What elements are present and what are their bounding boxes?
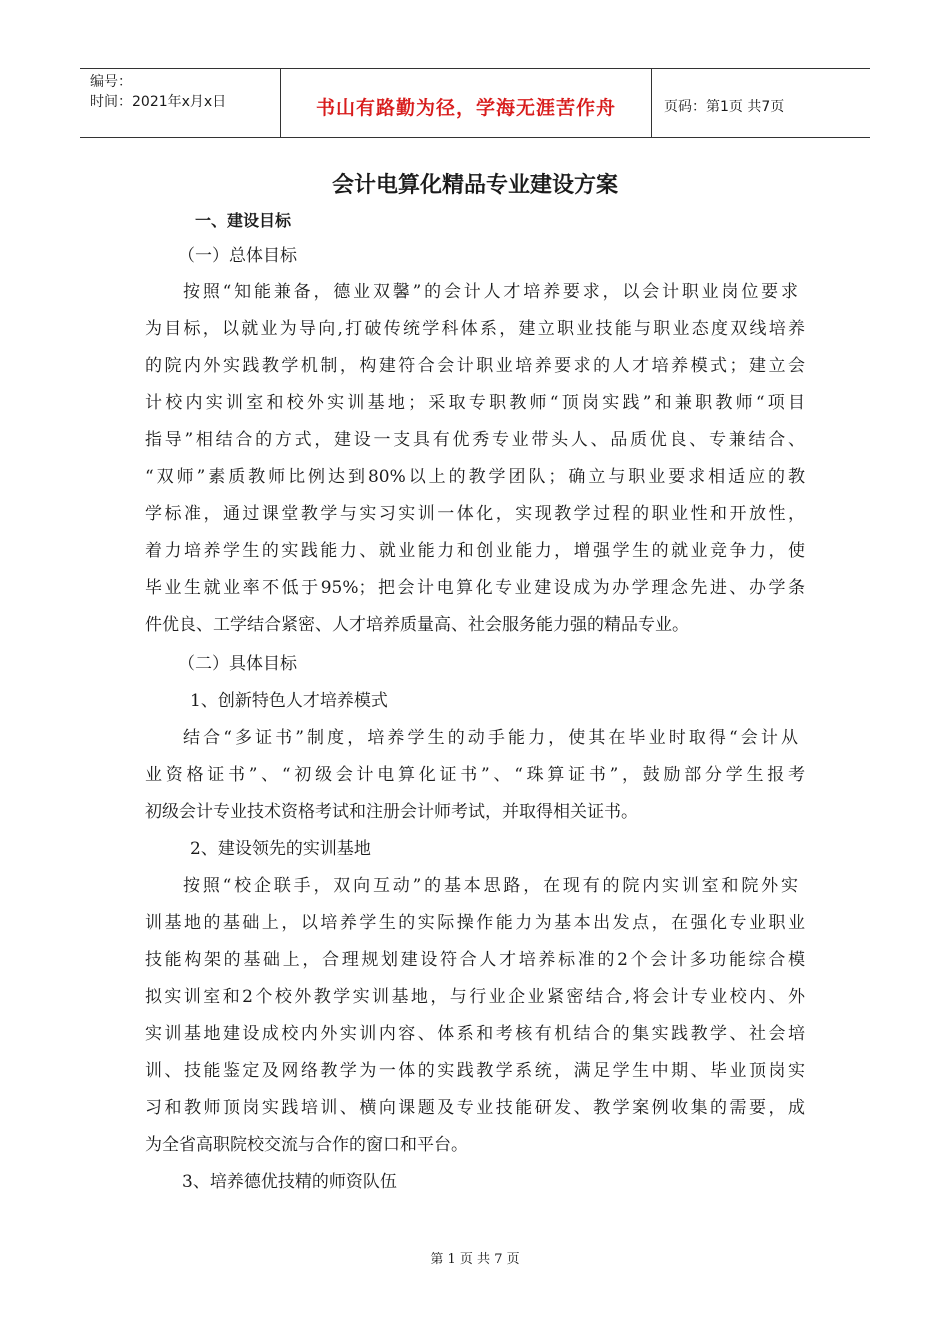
paragraph-line: 为目标，以就业为导向,打破传统学科体系，建立职业技能与职业态度双线培养 <box>145 319 805 339</box>
paragraph-line: 着力培养学生的实践能力、就业能力和创业能力，增强学生的就业竞争力，使 <box>145 541 805 561</box>
paragraph-line: 训基地的基础上，以培养学生的实际操作能力为基本出发点，在强化专业职业 <box>145 913 805 933</box>
subsection-heading: （二）具体目标 <box>178 654 297 674</box>
header-motto: 书山有路勤为径，学海无涯苦作舟 <box>280 69 652 137</box>
paragraph-line: 为全省高职院校交流与合作的窗口和平台。 <box>145 1135 468 1155</box>
paragraph-line: 按照“校企联手，双向互动”的基本思路，在现有的院内实训室和院外实 <box>183 876 798 896</box>
paragraph-line: 学标准，通过课堂教学与实习实训一体化，实现教学过程的职业性和开放性， <box>145 504 805 524</box>
header-page-label: 页码：第1页 共7页 <box>664 99 785 115</box>
section-heading: 一、建设目标 <box>195 211 292 230</box>
paragraph-line: 指导”相结合的方式，建设一支具有优秀专业带头人、品质优良、专兼结合、 <box>145 430 805 450</box>
header-info <box>80 69 280 137</box>
paragraph-line: 训、技能鉴定及网络教学为一体的实践教学系统，满足学生中期、毕业顶岗实 <box>145 1061 805 1081</box>
item-heading: 2、建设领先的实训基地 <box>190 839 371 859</box>
page-footer: 第 1 页 共 7 页 <box>430 1252 520 1267</box>
paragraph-line: 件优良、工学结合紧密、人才培养质量高、社会服务能力强的精品专业。 <box>145 615 689 635</box>
paragraph-line: 拟实训室和2个校外教学实训基地，与行业企业紧密结合,将会计专业校内、外 <box>145 987 805 1007</box>
subsection-heading: （一）总体目标 <box>178 246 297 266</box>
paragraph-line: 习和教师顶岗实践培训、横向课题及专业技能研发、教学案例收集的需要，成 <box>145 1098 805 1118</box>
paragraph-line: “双师”素质教师比例达到80%以上的教学团队；确立与职业要求相适应的教 <box>145 467 805 487</box>
paragraph-line: 按照“知能兼备，德业双馨”的会计人才培养要求，以会计职业岗位要求 <box>183 282 798 302</box>
paragraph-line: 毕业生就业率不低于95%；把会计电算化专业建设成为办学理念先进、办学条 <box>145 578 805 598</box>
paragraph-line: 业资格证书”、“初级会计电算化证书”、“珠算证书”，鼓励部分学生报考 <box>145 765 805 785</box>
paragraph-line: 的院内外实践教学机制，构建符合会计职业培养要求的人才培养模式；建立会 <box>145 356 805 376</box>
paragraph-line: 初级会计专业技术资格考试和注册会计师考试，并取得相关证书。 <box>145 802 638 822</box>
paragraph-line: 实训基地建设成校内外实训内容、体系和考核有机结合的集实践教学、社会培 <box>145 1024 805 1044</box>
paragraph-line: 技能构架的基础上，合理规划建设符合人才培养标准的2个会计多功能综合模 <box>145 950 805 970</box>
document-number-label: 编号： <box>90 74 132 90</box>
item-heading: 3、培养德优技精的师资队伍 <box>182 1172 397 1192</box>
item-heading: 1、创新特色人才培养模式 <box>190 691 388 711</box>
paragraph-line: 计校内实训室和校外实训基地；采取专职教师“顶岗实践”和兼职教师“项目 <box>145 393 805 413</box>
page-header <box>80 68 870 138</box>
paragraph-line: 结合“多证书”制度，培养学生的动手能力，使其在毕业时取得“会计从 <box>183 728 798 748</box>
document-title: 会计电算化精品专业建设方案 <box>331 173 618 198</box>
document-time-label: 时间：2021年x月x日 <box>90 94 227 110</box>
